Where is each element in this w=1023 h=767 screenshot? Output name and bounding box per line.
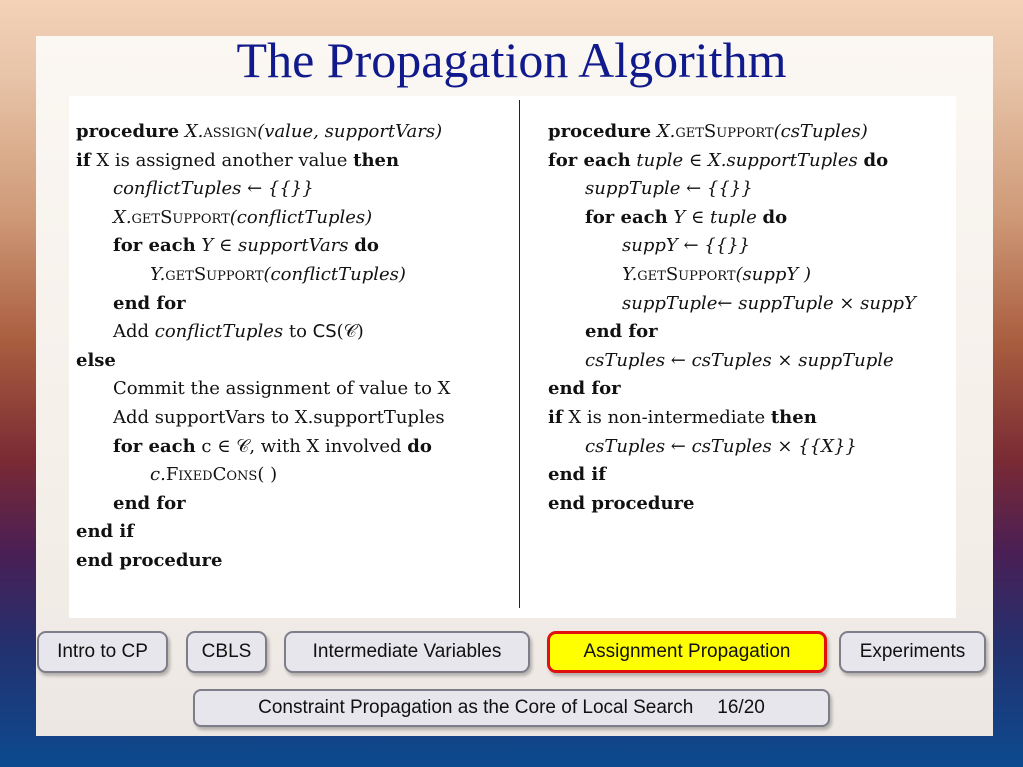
algo-line: else (76, 349, 116, 371)
keyword: do (762, 206, 788, 228)
keyword: then (770, 406, 817, 428)
method-name: getSupport (637, 263, 736, 285)
code-text: CS (312, 321, 337, 343)
code-text: Y ∈ supportVars (195, 235, 355, 257)
code-text: (csTuples) (773, 121, 868, 142)
code-text: Y. (622, 263, 638, 285)
keyword: for each (585, 206, 668, 228)
code-text: conflictTuples (154, 321, 284, 343)
method-name: FixedCons (165, 464, 258, 486)
algo-line (548, 261, 916, 290)
code-text: Y. (150, 263, 166, 285)
keyword: for each (113, 435, 196, 457)
algo-line (76, 204, 450, 233)
algo-line: end for (585, 321, 658, 343)
keyword: if (548, 406, 563, 428)
algo-line: end for (113, 492, 186, 514)
algo-line (548, 204, 916, 233)
algo-line (76, 261, 450, 290)
keyword: then (353, 149, 400, 171)
code-text: X. (179, 121, 204, 142)
nav-button-intermediate-variables[interactable]: Intermediate Variables (284, 631, 530, 673)
algorithm-box (69, 96, 956, 618)
footer-bar (193, 689, 830, 727)
algo-line (548, 404, 916, 433)
code-text: (suppY ) (735, 263, 812, 285)
column-divider (519, 100, 520, 608)
keyword: do (354, 235, 379, 257)
code-text: tuple ∈ X.supportTuples (630, 149, 864, 171)
code-text: (conflictTuples) (263, 263, 406, 285)
keyword: if (76, 149, 91, 171)
algo-line: suppY ← {{}} (622, 235, 751, 257)
code-text: (conflictTuples) (229, 206, 373, 228)
code-text: X is assigned another value (90, 149, 354, 171)
nav-button-experiments[interactable]: Experiments (839, 631, 986, 673)
code-text: c. (150, 464, 166, 486)
algo-line (76, 461, 450, 490)
algo-line: csTuples ← csTuples × {{X}} (585, 435, 857, 457)
keyword: do (407, 435, 432, 457)
procedure-getsupport (548, 118, 916, 518)
keyword: for each (548, 149, 631, 171)
keyword: do (863, 149, 889, 171)
method-name: getSupport (165, 263, 264, 285)
procedure-assign (76, 118, 450, 576)
footer-title: Constraint Propagation as the Core of Local Search (258, 697, 694, 718)
keyword: for each (113, 235, 196, 257)
algo-line (548, 118, 916, 147)
algo-line: end for (113, 292, 186, 314)
algo-line (76, 232, 450, 261)
keyword: procedure (76, 121, 180, 142)
algo-line (76, 433, 450, 462)
code-text: Add (113, 321, 155, 343)
code-text: (𝒞) (336, 321, 364, 343)
slide-title: The Propagation Algorithm (236, 32, 787, 88)
code-text: X. (651, 121, 676, 142)
page-number: 16/20 (717, 697, 765, 718)
method-name: assign (203, 121, 258, 142)
algo-line: end if (548, 464, 606, 486)
algo-line (76, 118, 450, 147)
code-text: X is non-intermediate (562, 406, 771, 428)
algo-line (76, 147, 450, 176)
algo-line: end for (548, 378, 621, 400)
algo-line: end if (76, 521, 134, 543)
algo-line: end procedure (548, 492, 695, 514)
algo-line: Add supportVars to X.supportTuples (113, 406, 445, 428)
code-text: Y ∈ tuple (667, 206, 763, 228)
nav-button-cbls[interactable]: CBLS (186, 631, 267, 673)
algo-line: suppTuple← suppTuple × suppY (622, 292, 916, 314)
nav-button-assignment-propagation[interactable]: Assignment Propagation (547, 631, 827, 673)
code-text: c ∈ 𝒞, with X involved (195, 435, 408, 457)
algo-line (76, 318, 450, 347)
code-text: ( ) (257, 464, 278, 486)
algo-line: conflictTuples ← {{}} (113, 178, 314, 200)
algo-line: end procedure (76, 549, 223, 571)
code-text: to (283, 321, 313, 343)
code-text: X. (113, 206, 132, 228)
algo-line: suppTuple ← {{}} (585, 178, 753, 200)
method-name: getSupport (131, 206, 230, 228)
nav-button-intro-to-cp[interactable]: Intro to CP (37, 631, 168, 673)
keyword: procedure (548, 121, 652, 142)
algo-line: Commit the assignment of value to X (113, 378, 451, 400)
algo-line: csTuples ← csTuples × suppTuple (585, 349, 894, 371)
method-name: getSupport (675, 121, 774, 142)
code-text: (value, supportVars) (257, 121, 443, 142)
algo-line (548, 147, 916, 176)
